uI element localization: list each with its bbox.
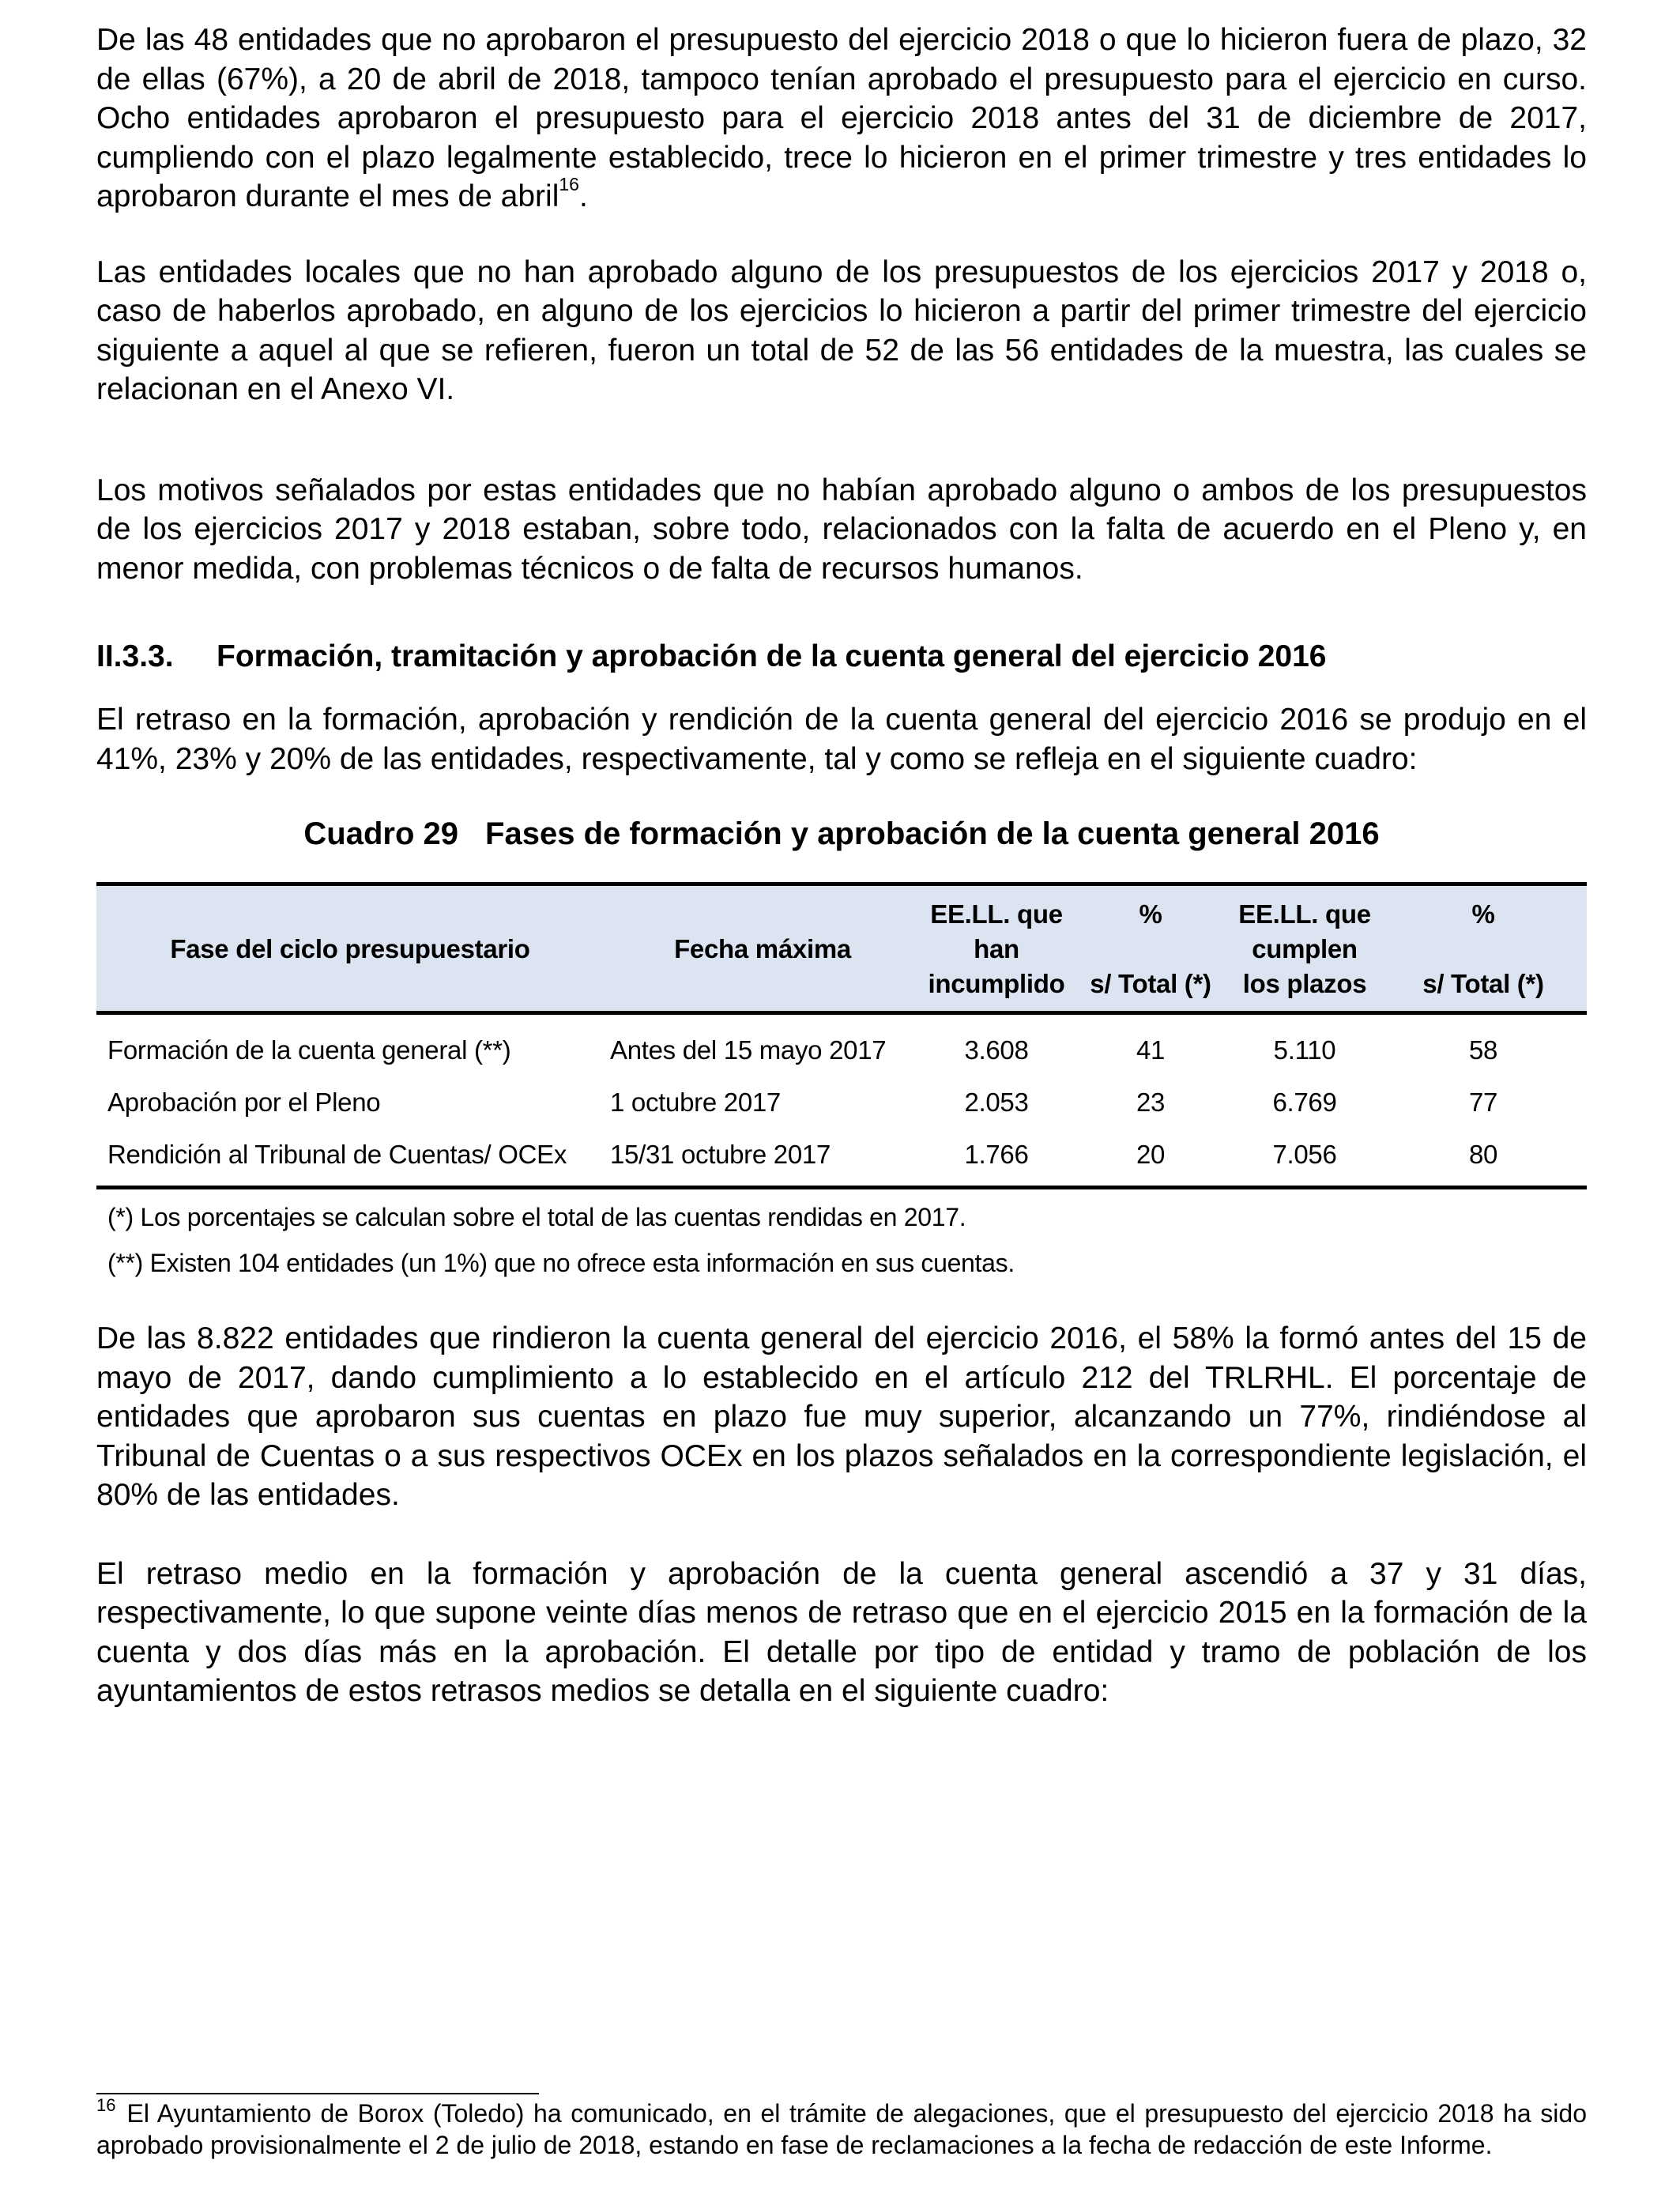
cell-incumplido: 2.053 (964, 1088, 1029, 1117)
header-pct-cumplen-symbol: % (1471, 899, 1495, 929)
header-incumplido-line-3: incumplido (928, 969, 1065, 998)
paragraph-3: Los motivos señalados por estas entidades que no habían aprobado alguno o ambos de los presupuestos de los ejercicios 2017 y 2018 estaban, sobre todo, relacionados con la falta de acuerdo en el Pleno y, en menor medida, con problemas técnicos o de falta de recursos humanos. (96, 473, 1587, 586)
header-pct-cumplen-basis: s/ Total (*) (1422, 969, 1544, 998)
page-body (96, 16, 1587, 1711)
cell-cumplen: 5.110 (1273, 1035, 1336, 1065)
cell-pct-cumplen: 77 (1468, 1088, 1498, 1117)
paragraph-4: El retraso en la formación, aprobación y rendición de la cuenta general del ejercicio 2016 se produjo en el 41%, 23% y 20% de las entidades, respectivamente, tal y como se refleja en el siguiente cuadro: (96, 703, 1587, 776)
cell-phase: Formación de la cuenta general (**) (107, 1035, 511, 1065)
table-row (96, 1013, 1587, 1077)
table-title-text: Fases de formación y aprobación de la cuenta general 2016 (485, 816, 1380, 851)
table-header-row (96, 884, 1587, 1013)
cell-incumplido: 3.608 (964, 1035, 1029, 1065)
header-cumplen-line-3: los plazos (1242, 969, 1367, 998)
table-note-2: (**) Existen 104 entidades (un 1%) que no ofrece esta información en sus cuentas. (107, 1249, 1015, 1277)
header-cumplen (1230, 884, 1380, 1013)
header-pct-incumplido-basis: s/ Total (*) (1090, 969, 1211, 998)
footnote-number: 16 (96, 2095, 116, 2115)
paragraph-1-text: De las 48 entidades que no aprobaron el presupuesto del ejercicio 2018 o que lo hicieron fuera de plazo, 32 de ellas (67%), a 20 de abril de 2018, tampoco tenían aprobado el presupuesto para el ejercicio en curso. Ocho entidades aprobaron el presupuesto para el ejercicio 2018 antes del 31 de diciembre de 2017, cumpliendo con el plazo legalmente establecido, trece lo hicieron en el primer trimestre y tres entidades lo aprobaron durante el mes de abril (96, 23, 1587, 213)
header-incumplido-line-2: han (974, 934, 1019, 963)
header-phase: Fase del ciclo presupuestario (96, 884, 604, 1013)
section-title: Formación, tramitación y aprobación de la cuenta general del ejercicio 2016 (217, 639, 1327, 673)
cell-date: 1 octubre 2017 (610, 1088, 781, 1117)
cell-pct-cumplen: 80 (1380, 1129, 1587, 1188)
cell-cumplen: 6.769 (1272, 1088, 1337, 1117)
footnote-separator (96, 2093, 539, 2094)
footnote-reference-16[interactable]: 16 (559, 174, 579, 194)
cell-pct-incumplido: 41 (1136, 1035, 1166, 1065)
cell-cumplen: 7.056 (1230, 1129, 1380, 1188)
table-title (96, 814, 1587, 854)
cell-phase: Rendición al Tribunal de Cuentas/ OCEx (96, 1129, 604, 1188)
header-pct-incumplido (1072, 884, 1230, 1013)
section-heading (96, 637, 1587, 676)
cell-date: 15/31 octubre 2017 (604, 1129, 921, 1188)
cell-date: Antes del 15 mayo 2017 (610, 1035, 887, 1065)
paragraph-1-end: . (578, 179, 588, 213)
header-incumplido-line-1: EE.LL. que (930, 899, 1063, 929)
paragraph-2: Las entidades locales que no han aprobado alguno de los presupuestos de los ejercicios 2017 y 2018 o, caso de haberlos aprobado, en alguno de los ejercicios lo hicieron a partir del primer trimestre del ejercicio siguiente a aquel al que se refieren, fueron un total de 52 de las 56 entidades de la muestra, las cuales se relacionan en el Anexo VI. (96, 254, 1587, 406)
cell-pct-incumplido: 23 (1136, 1088, 1166, 1117)
table-row (96, 1129, 1587, 1188)
footnote-text: El Ayuntamiento de Borox (Toledo) ha comunicado, en el trámite de alegaciones, que el presupuesto del ejercicio 2018 ha sido aprobado provisionalmente el 2 de julio de 2018, estando en fase de reclamaciones a la fecha de redacción de este Informe. (96, 2099, 1587, 2159)
cell-incumplido: 1.766 (921, 1129, 1072, 1188)
footnote-16 (96, 2095, 1587, 2161)
table-note-1: (*) Los porcentajes se calculan sobre el total de las cuentas rendidas en 2017. (107, 1203, 966, 1231)
table-row (96, 1076, 1587, 1129)
header-cumplen-line-2: cumplen (1252, 934, 1358, 963)
header-cumplen-line-1: EE.LL. que (1238, 899, 1371, 929)
header-date: Fecha máxima (604, 884, 921, 1013)
cell-pct-incumplido: 20 (1072, 1129, 1230, 1188)
cuadro-29-table (96, 882, 1587, 1189)
cell-phase: Aprobación por el Pleno (107, 1088, 381, 1117)
cell-pct-cumplen: 58 (1468, 1035, 1498, 1065)
paragraph-6: El retraso medio en la formación y aprobación de la cuenta general ascendió a 37 y 31 días, respectivamente, lo que supone veinte días menos de retraso que en el ejercicio 2015 en la formación de la cuenta y dos días más en la aprobación. El detalle por tipo de entidad y tramo de población de los ayuntamientos de estos retrasos medios se detalla en el siguiente cuadro: (96, 1556, 1587, 1708)
header-pct-incumplido-symbol: % (1139, 899, 1162, 929)
header-incumplido (921, 884, 1072, 1013)
paragraph-5: De las 8.822 entidades que rindieron la cuenta general del ejercicio 2016, el 58% la formó antes del 15 de mayo de 2017, dando cumplimiento a lo establecido en el artículo 212 del TRLRHL. El porcentaje de entidades que aprobaron sus cuentas en plazo fue muy superior, alcanzando un 77%, rindiéndose al Tribunal de Cuentas o a sus respectivos OCEx en los plazos señalados en la correspondiente legislación, el 80% de las entidades. (96, 1321, 1587, 1512)
paragraph-1 (96, 21, 1587, 217)
header-pct-cumplen (1380, 884, 1587, 1013)
section-number: II.3.3. (96, 639, 174, 673)
table-number: Cuadro 29 (303, 816, 459, 851)
